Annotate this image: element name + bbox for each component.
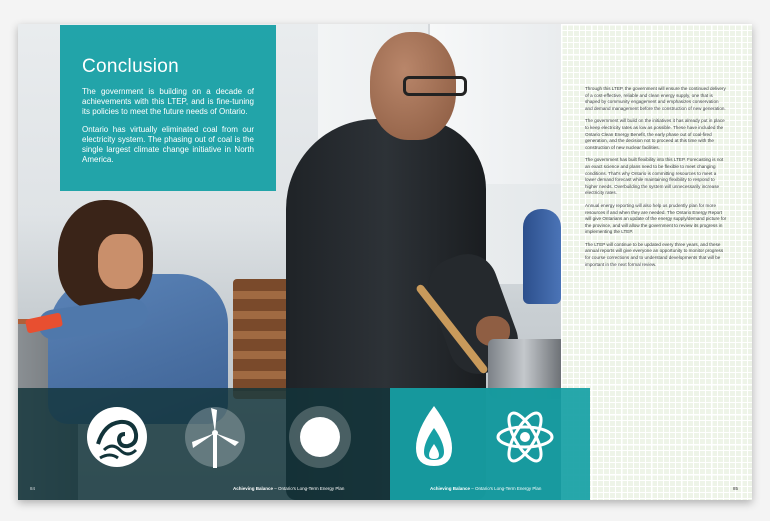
- left-footer-subtitle: – Ontario's Long-Term Energy Plan: [273, 486, 345, 491]
- left-footer: [233, 486, 344, 491]
- right-paragraph-2: The government will build on the initiatives it has already put in place to keep electricity rates as low as possible. These have included the Ontario Clean Energy Benefit, the early phase out of coal-fired generation, and the decision not to proceed at this time with the construction of new nuclear facilities.: [585, 118, 725, 150]
- wind-turbine-icon: [184, 404, 246, 470]
- sun-icon: [288, 404, 352, 470]
- left-page-number: 84: [30, 486, 36, 491]
- right-footer: [430, 486, 541, 491]
- right-page-text: [585, 86, 727, 274]
- right-paragraph-3: The government has built flexibility into this LTEP. Forecasting is not an exact science and plans need to be flexible to meet changing conditions. That's why Ontario is committing resources to meet a lower demand forecast while maintaining flexibility to respond to higher needs. Overbuilding the system will unnecessarily increase electricity rates.: [585, 157, 724, 196]
- conclusion-paragraph-1: The government is building on a decade of achievements with this LTEP, and is fine-tuning its policies to meet the future needs of Ontario.: [82, 87, 254, 116]
- right-paragraph-5: The LTEP will continue to be updated every three years, and these annual reports will give everyone an opportunity to monitor progress for course corrections and to understand developments that will be important in the next formal review.: [585, 241, 724, 267]
- water-icon: [84, 404, 150, 470]
- right-paragraph-4: Annual energy reporting will also help us prudently plan for more resources if and when they are needed. The Ontario Energy Report will give Ontarians an update of the energy supply/demand picture for the province, and will allow the government to review its progress in implementing the LTEP.: [585, 202, 727, 235]
- brochure-spread: [18, 24, 752, 500]
- conclusion-box: [60, 25, 276, 191]
- flame-icon: [412, 404, 456, 470]
- conclusion-paragraph-2: Ontario has virtually eliminated coal from our electricity system. The phasing out of coal is the single largest climate change initiative in North America.: [82, 125, 254, 164]
- right-page-number: 85: [733, 486, 739, 491]
- right-footer-title: Achieving Balance: [430, 486, 471, 491]
- left-footer-title: Achieving Balance: [233, 486, 274, 491]
- atom-icon: [495, 404, 555, 470]
- conclusion-heading: Conclusion: [82, 56, 179, 77]
- right-paragraph-1: Through this LTEP, the government will ensure the continued delivery of a cost-effective, reliable and clean energy supply, one that is shaped by community engagement and emphasizes conservation and demand management before the construction of new generation.: [585, 86, 726, 111]
- right-footer-subtitle: – Ontario's Long-Term Energy Plan: [470, 486, 542, 491]
